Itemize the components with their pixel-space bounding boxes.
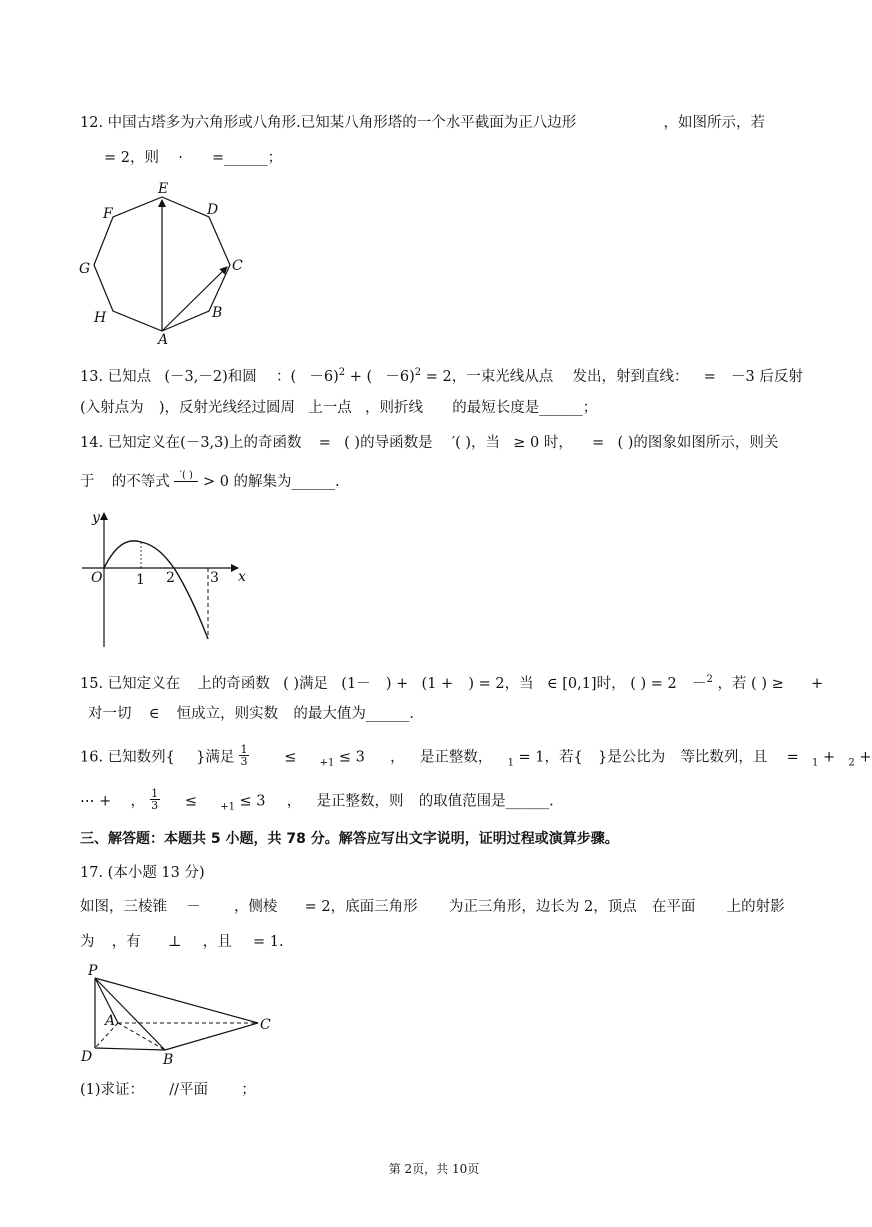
q15-line2: 对一切 ∈ 恒成立，则实数 的最大值为______. <box>88 706 414 722</box>
label-a: A <box>105 1013 116 1029</box>
label-e: E <box>158 181 169 197</box>
label-g: G <box>79 261 91 277</box>
label-d: D <box>81 1049 93 1065</box>
q13-line1: 13. 已知点 (－3,－2)和圆 ：( －6)$^2$ + ( －6)$^2$ = 2，一束光线从点 发出，射到直线： = －3 后反射 <box>80 367 803 385</box>
page-footer: 第 2页，共 10页 <box>388 1162 480 1176</box>
q13-line2: (入射点为 )，反射光线经过圆周 上一点 ，则折线 的最短长度是______； <box>80 400 598 416</box>
octagon-figure <box>76 180 256 348</box>
q16-line1: 16. 已知数列{ }满足 $\frac{1}{3}$ ≤ $_{+1}$ ≤ 3 ， 是正整数， $_1$ = 1，若{ }是公比为 等比数列，且 = $_1$ + $_2$ + <box>80 743 872 769</box>
label-c: C <box>232 258 243 274</box>
label-p: P <box>88 963 98 979</box>
function-graph <box>78 505 248 650</box>
q16-fraction-1: $\frac{1}{3}$ <box>240 743 248 768</box>
q17-title: 17. (本小题 13 分) <box>80 865 205 881</box>
label-a: A <box>158 332 169 348</box>
q14-line2: 于 的不等式 ′( ) > 0 的解集为______. <box>80 470 340 490</box>
label-h: H <box>94 310 107 326</box>
edge-ab <box>118 1023 165 1050</box>
x-label: x <box>238 569 246 585</box>
vector-ac <box>162 267 227 331</box>
section-heading: 三、解答题：本题共 5 小题，共 78 分。解答应写出文字说明，证明过程或演算步骤。 <box>80 831 619 847</box>
y-label: y <box>92 510 100 526</box>
q17-line1: 如图，三棱锥 － ，侧棱 = 2，底面三角形 为正三角形，边长为 2，顶点 在平面 上的射影 <box>80 899 785 915</box>
q12-line2: = 2，则 · =______； <box>104 150 283 166</box>
tick-1: 1 <box>136 572 145 588</box>
label-f: F <box>103 206 113 222</box>
edge-pc <box>95 978 258 1023</box>
edge-bc <box>165 1023 258 1050</box>
label-c: C <box>260 1017 271 1033</box>
q15-line1: 15. 已知定义在 上的奇函数 ( )满足 (1－ ) + (1 + ) = 2，当 ∈ [0,1]时， ( ) = 2 －$^2$ ，若 ( ) ≥ + <box>80 674 824 692</box>
q17-line2: 为 ，有 ⊥ ，且 = 1. <box>80 934 284 950</box>
label-b: B <box>163 1052 174 1068</box>
q16-fraction-2: $\frac{1}{3}$ <box>151 787 159 812</box>
q14-line1: 14. 已知定义在(－3,3)上的奇函数 = ( )的导函数是 ′( )，当 ≥ 0 时， = ( )的图象如图所示，则关 <box>80 435 779 451</box>
origin-label: O <box>91 570 103 586</box>
label-b: B <box>212 305 223 321</box>
edge-db <box>95 1048 165 1050</box>
tick-2: 2 <box>166 570 175 586</box>
label-d: D <box>207 202 219 218</box>
function-curve <box>104 541 208 639</box>
q17-part1: (1)求证： //平面 ； <box>80 1082 256 1098</box>
q16-line2: ⋯ + ， $\frac{1}{3}$ ≤ $_{+1}$ ≤ 3 ， 是正整数，则 的取值范围是______. <box>80 787 554 813</box>
q12-line1: 12. 中国古塔多为六角形或八角形.已知某八角形塔的一个水平截面为正八边形 ，如图所示，若 <box>80 115 765 131</box>
pyramid-figure <box>78 960 283 1070</box>
q14-fraction: ′( ) <box>174 470 198 482</box>
tick-3: 3 <box>210 570 219 586</box>
